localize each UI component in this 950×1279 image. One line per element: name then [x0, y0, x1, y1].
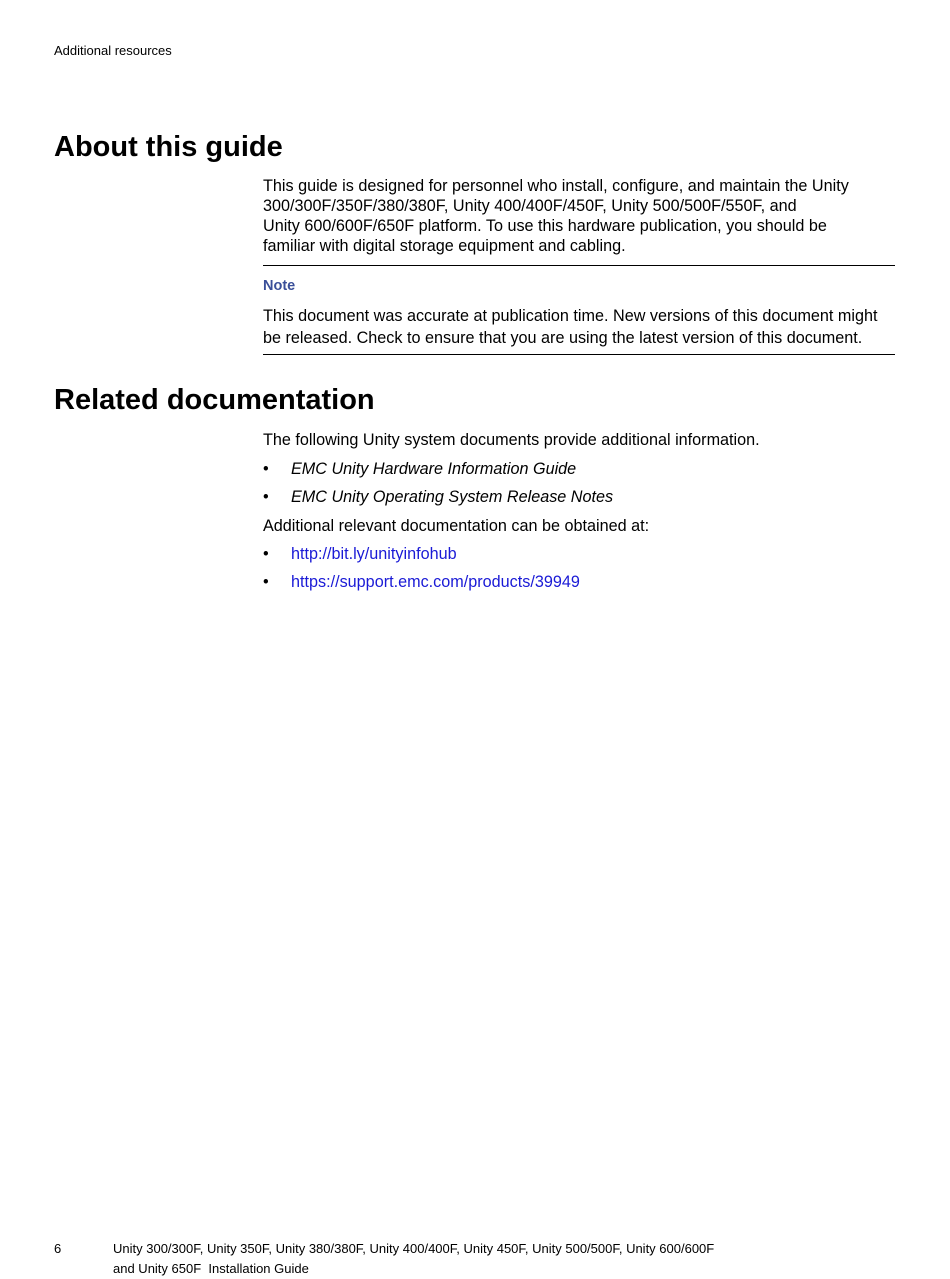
- page-number: 6: [54, 1241, 62, 1256]
- additional-intro: Additional relevant documentation can be obtained at:: [263, 517, 650, 535]
- note-label: Note: [263, 278, 296, 294]
- footer-title-line: Unity 300/300F, Unity 350F, Unity 380/380F, Unity 400/400F, Unity 450F, Unity 500/500F, Unity 600/600F: [113, 1241, 715, 1256]
- support-products-link[interactable]: https://support.emc.com/products/39949: [291, 573, 580, 591]
- note-text-line: be released. Check to ensure that you are using the latest version of this document.: [263, 329, 863, 347]
- about-paragraph: [263, 176, 895, 256]
- note-box: [263, 265, 895, 355]
- list-item: [263, 483, 895, 511]
- section-heading-related: Related documentation: [54, 384, 375, 416]
- paragraph-line: Unity 600/600F/650F platform. To use this hardware publication, you should be: [263, 217, 827, 235]
- bullet-icon: •: [263, 573, 269, 591]
- info-hub-link[interactable]: http://bit.ly/unityinfohub: [291, 545, 457, 563]
- note-text-line: This document was accurate at publication time. New versions of this document might: [263, 307, 878, 325]
- document-list: [263, 455, 895, 511]
- paragraph-line: 300/300F/350F/380/380F, Unity 400/400F/450F, Unity 500/500F/550F, and: [263, 197, 797, 215]
- related-body: [263, 429, 895, 596]
- paragraph-line: familiar with digital storage equipment and cabling.: [263, 237, 626, 255]
- bullet-icon: •: [263, 545, 269, 563]
- list-item: [263, 455, 895, 483]
- section-heading-about: About this guide: [54, 131, 283, 163]
- list-item: [263, 540, 895, 568]
- paragraph-line: This guide is designed for personnel who install, configure, and maintain the Unity: [263, 177, 849, 195]
- list-item: [263, 568, 895, 596]
- related-intro: The following Unity system documents provide additional information.: [263, 431, 760, 449]
- document-title: EMC Unity Operating System Release Notes: [291, 488, 614, 506]
- running-header: Additional resources: [54, 43, 172, 58]
- footer-title: [113, 1239, 833, 1279]
- bullet-icon: •: [263, 460, 269, 478]
- footer-title-line: and Unity 650F Installation Guide: [113, 1261, 309, 1276]
- link-list: [263, 540, 895, 596]
- bullet-icon: •: [263, 488, 269, 506]
- document-title: EMC Unity Hardware Information Guide: [291, 460, 577, 478]
